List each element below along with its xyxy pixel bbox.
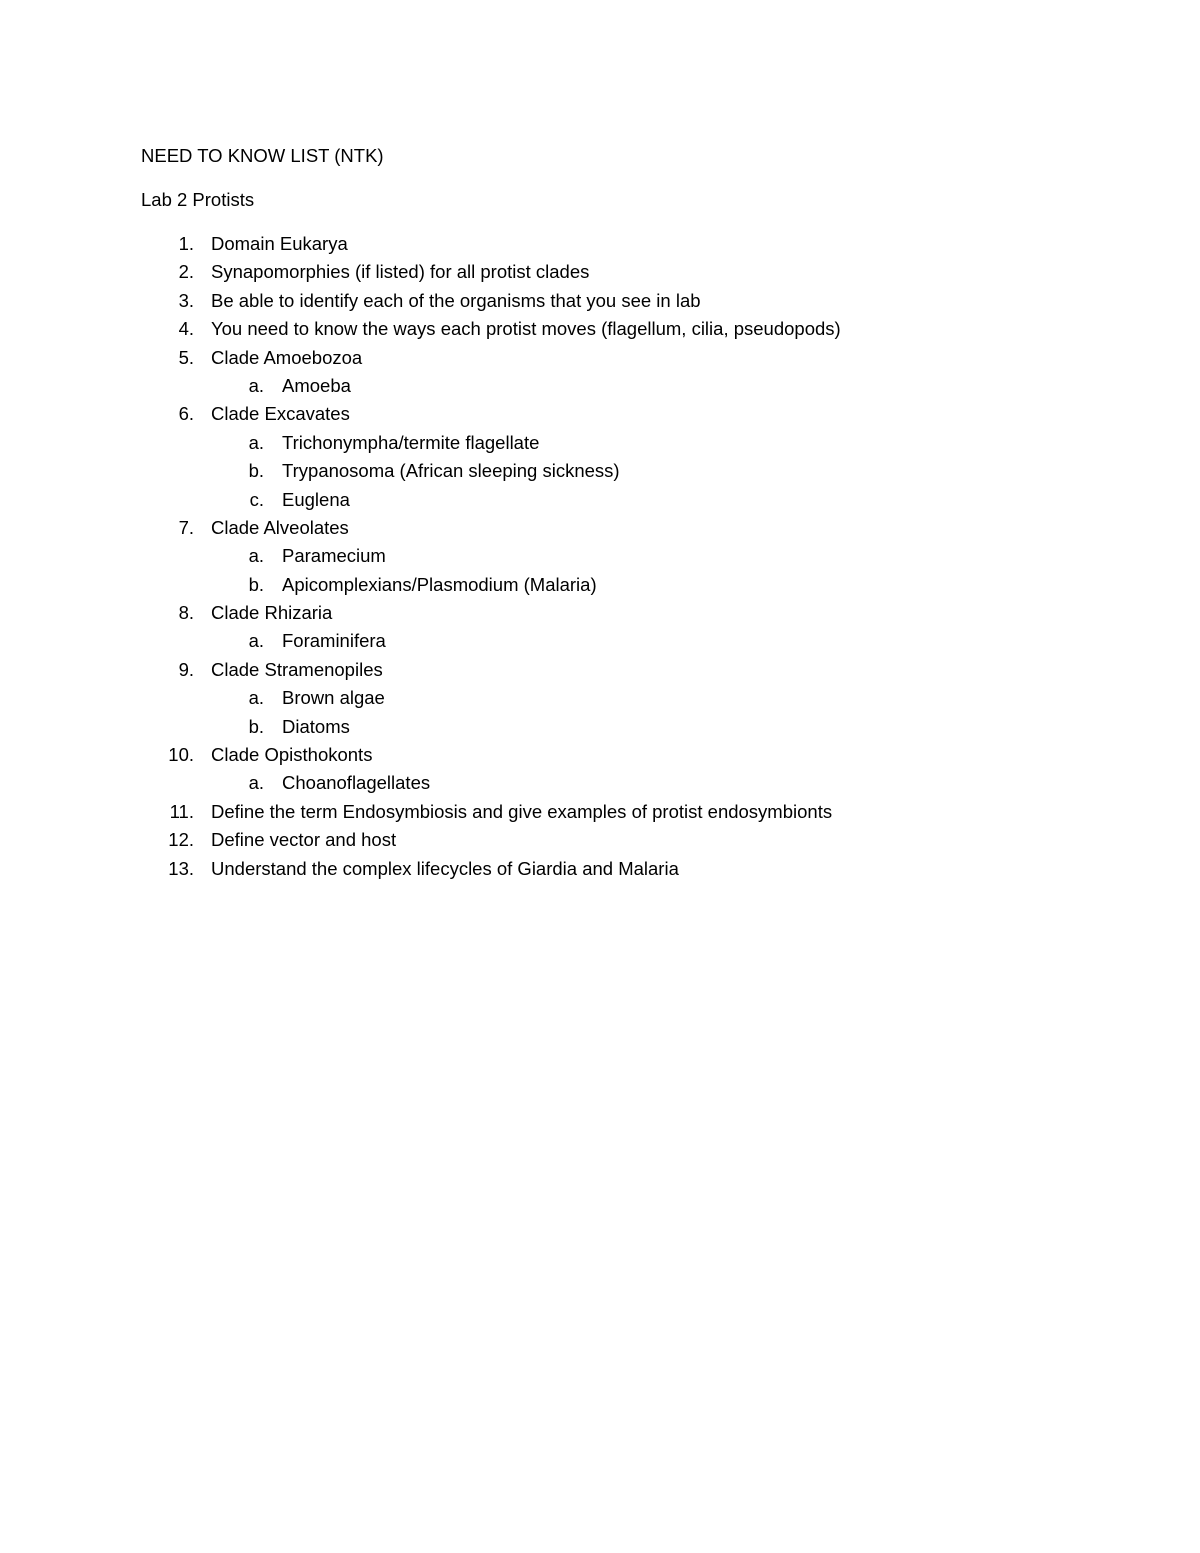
list-item-marker: b.	[248, 573, 264, 595]
list-item	[0, 317, 1200, 345]
list-item-text: Understand the complex lifecycles of Giardia and Malaria	[211, 857, 679, 879]
sub-list-item	[0, 771, 1200, 799]
sub-list-item	[0, 686, 1200, 714]
document-subtitle: Lab 2 Protists	[141, 189, 255, 210]
list-item-text: Domain Eukarya	[211, 233, 348, 254]
list-item-text: Diatoms	[282, 715, 350, 737]
list-item-text: Choanoflagellates	[282, 772, 431, 794]
list-item-marker: 6.	[178, 403, 194, 425]
sub-list-item	[0, 459, 1200, 487]
list-item-marker: b.	[248, 460, 264, 482]
list-item-text: Apicomplexians/Plasmodium (Malaria)	[282, 573, 597, 595]
list-item	[0, 828, 1200, 856]
list-item-marker: 10.	[168, 744, 194, 766]
list-item-text: Synapomorphies (if listed) for all protist clades	[211, 261, 590, 283]
list-item	[0, 743, 1200, 771]
list-item-marker: 3.	[178, 289, 194, 311]
list-item	[0, 601, 1200, 629]
list-item-marker: 13.	[168, 857, 194, 879]
list-item-marker: a.	[248, 545, 264, 567]
sub-list-item	[0, 544, 1200, 572]
list-item	[0, 516, 1200, 544]
list-item-text: Foraminifera	[282, 630, 386, 652]
list-item	[0, 232, 1200, 260]
list-item-marker: a.	[248, 687, 264, 709]
list-item-text: Clade Rhizaria	[211, 602, 333, 624]
list-item-marker: a.	[248, 431, 264, 453]
sub-list-item	[0, 431, 1200, 459]
list-item-text: Clade Excavates	[211, 403, 350, 425]
sub-list-item	[0, 629, 1200, 657]
document-title: NEED TO KNOW LIST (NTK)	[141, 145, 384, 166]
sub-list-item	[0, 374, 1200, 402]
list-item-text: Brown algae	[282, 687, 385, 709]
list-item-text: Paramecium	[282, 545, 386, 567]
list-item-text: Trypanosoma (African sleeping sickness)	[282, 460, 620, 482]
list-item-marker: 7.	[178, 516, 194, 538]
list-item-marker: a.	[248, 374, 264, 396]
sub-list-item	[0, 488, 1200, 516]
list-item-text: Euglena	[282, 488, 350, 510]
list-item-marker: b.	[248, 715, 264, 737]
list-item-text: You need to know the ways each protist moves (flagellum, cilia, pseudopods)	[211, 318, 841, 340]
list-item-text: Define the term Endosymbiosis and give examples of protist endosymbionts	[211, 800, 833, 822]
list-item-marker: c.	[249, 488, 264, 510]
list-item-marker: 5.	[178, 346, 194, 368]
list-item-text: Amoeba	[282, 374, 351, 396]
list-item-text: Be able to identify each of the organisms that you see in lab	[211, 289, 701, 311]
list-item-text: Trichonympha/termite flagellate	[282, 431, 540, 453]
list-item	[0, 346, 1200, 374]
list-item	[0, 402, 1200, 430]
list-item-marker: 11.	[169, 800, 194, 822]
list-item-marker: 1.	[178, 233, 194, 254]
sub-list-item	[0, 573, 1200, 601]
list-item-text: Clade Amoebozoa	[211, 346, 363, 368]
sub-list-item	[0, 715, 1200, 743]
list-item	[0, 800, 1200, 828]
list-item-marker: 8.	[178, 602, 194, 624]
list-item-marker: a.	[248, 772, 264, 794]
list-item	[0, 289, 1200, 317]
list-item-text: Clade Opisthokonts	[211, 744, 373, 766]
list-item-text: Clade Alveolates	[211, 516, 349, 538]
list-item-marker: 12.	[168, 829, 194, 851]
list-item-marker: 4.	[178, 318, 194, 340]
list-item-marker: a.	[248, 630, 264, 652]
list-item-text: Clade Stramenopiles	[211, 658, 383, 680]
list-item-marker: 9.	[178, 658, 194, 680]
list-item	[0, 857, 1200, 885]
list-item-marker: 2.	[178, 261, 194, 283]
list-item-text: Define vector and host	[211, 829, 397, 851]
need-to-know-list	[0, 232, 1200, 885]
list-item	[0, 658, 1200, 686]
list-item	[0, 260, 1200, 288]
